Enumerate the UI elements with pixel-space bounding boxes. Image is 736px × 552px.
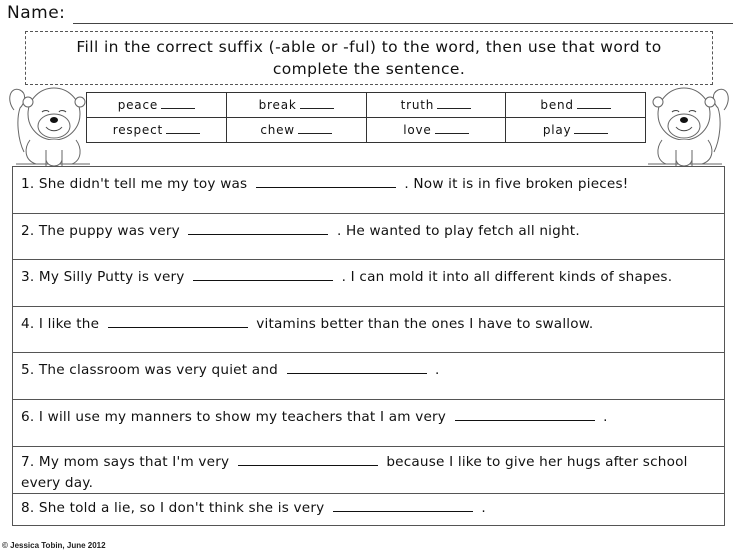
answer-blank[interactable] bbox=[256, 176, 396, 188]
word-bank-table bbox=[86, 92, 646, 143]
word-bank-cell[interactable]: chew bbox=[226, 118, 366, 143]
question-text-before: My mom says that I'm very bbox=[38, 453, 230, 470]
question-row bbox=[13, 353, 724, 400]
word-bank-cell[interactable]: break bbox=[226, 93, 366, 118]
question-number: 8. bbox=[21, 499, 35, 516]
suffix-blank[interactable] bbox=[298, 124, 332, 134]
suffix-blank[interactable] bbox=[161, 99, 195, 109]
question-text-after: . bbox=[603, 408, 608, 425]
word-bank-cell[interactable]: play bbox=[506, 118, 646, 143]
question-text-after: . Now it is in five broken pieces! bbox=[404, 176, 629, 192]
answer-blank[interactable] bbox=[193, 269, 333, 281]
question-number: 6. bbox=[21, 408, 35, 425]
question-text-after: . bbox=[481, 499, 486, 516]
questions-box bbox=[12, 166, 725, 526]
answer-blank[interactable] bbox=[188, 223, 328, 235]
question-number: 4. bbox=[21, 315, 35, 332]
question-number: 5. bbox=[21, 362, 35, 379]
name-label: Name: bbox=[7, 3, 66, 23]
word-bank-row bbox=[87, 118, 646, 143]
question-text-after: . I can mold it into all different kinds of shapes. bbox=[341, 269, 673, 286]
instructions-box bbox=[25, 31, 713, 85]
answer-blank[interactable] bbox=[333, 500, 473, 512]
suffix-blank[interactable] bbox=[574, 124, 608, 134]
word-bank-cell[interactable]: love bbox=[366, 118, 506, 143]
question-text-before: She didn't tell me my toy was bbox=[38, 176, 248, 192]
suffix-blank[interactable] bbox=[577, 99, 611, 109]
question-text-after: because I like to give her hugs after school every day. bbox=[21, 453, 688, 491]
question-text-after: vitamins better than the ones I have to swallow. bbox=[256, 315, 594, 332]
question-text-before: I will use my manners to show my teachers that I am very bbox=[38, 408, 447, 425]
question-text-before: My Silly Putty is very bbox=[38, 269, 185, 286]
question-row bbox=[13, 167, 724, 214]
question-text-before: I like the bbox=[38, 315, 100, 332]
question-text-before: She told a lie, so I don't think she is very bbox=[38, 499, 325, 516]
monkey-icon bbox=[644, 80, 736, 170]
instructions-text: Fill in the correct suffix (-able or -ful) to the word, then use that word to complete the sentence. bbox=[76, 38, 662, 78]
question-row bbox=[13, 447, 724, 494]
question-row bbox=[13, 214, 724, 261]
word-bank-cell[interactable]: bend bbox=[506, 93, 646, 118]
monkey-icon bbox=[2, 80, 94, 170]
question-row bbox=[13, 400, 724, 447]
copyright-notice: © Jessica Tobin, June 2012 bbox=[2, 541, 106, 550]
name-input-line[interactable] bbox=[73, 23, 733, 24]
question-row bbox=[13, 260, 724, 307]
suffix-blank[interactable] bbox=[437, 99, 471, 109]
word-bank-cell[interactable]: respect bbox=[87, 118, 227, 143]
question-number: 2. bbox=[21, 222, 35, 239]
answer-blank[interactable] bbox=[287, 362, 427, 374]
question-text-after: . He wanted to play fetch all night. bbox=[336, 222, 580, 239]
word-bank-cell[interactable]: truth bbox=[366, 93, 506, 118]
suffix-blank[interactable] bbox=[435, 124, 469, 134]
question-text-before: The classroom was very quiet and bbox=[38, 362, 278, 379]
question-number: 3. bbox=[21, 269, 35, 286]
suffix-blank[interactable] bbox=[300, 99, 334, 109]
answer-blank[interactable] bbox=[108, 316, 248, 328]
answer-blank[interactable] bbox=[238, 454, 378, 466]
question-number: 1. bbox=[21, 176, 35, 192]
question-row bbox=[13, 307, 724, 354]
question-text-after: . bbox=[435, 362, 440, 379]
question-text-before: The puppy was very bbox=[38, 222, 180, 239]
question-row bbox=[13, 494, 724, 526]
word-bank-cell[interactable]: peace bbox=[87, 93, 227, 118]
question-number: 7. bbox=[21, 453, 35, 470]
word-bank-row bbox=[87, 93, 646, 118]
answer-blank[interactable] bbox=[455, 409, 595, 421]
suffix-blank[interactable] bbox=[166, 124, 200, 134]
